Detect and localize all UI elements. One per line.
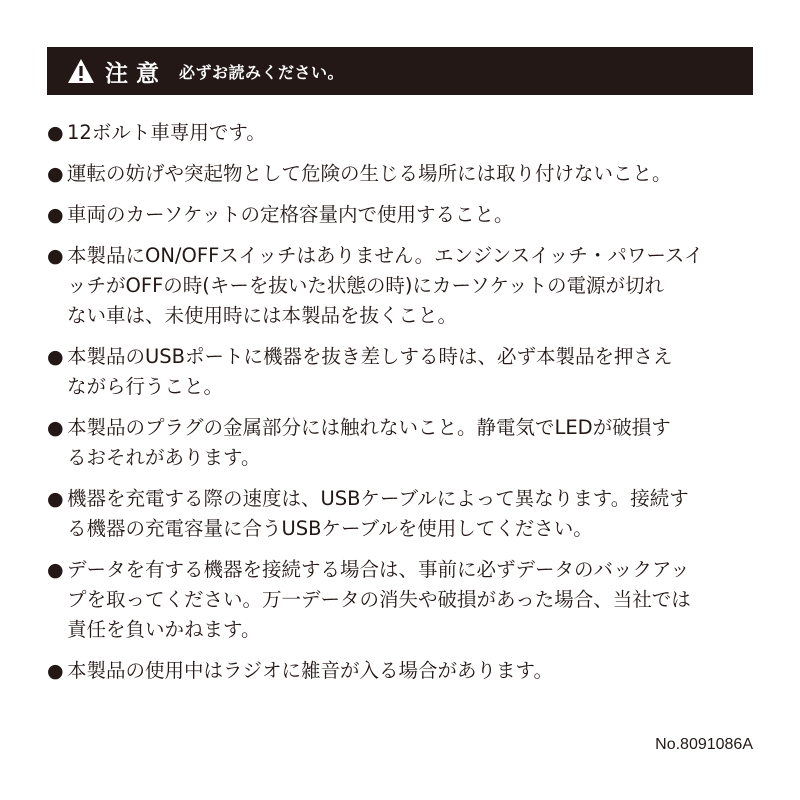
document-number: No.8091086A [655, 736, 753, 753]
note-item [47, 656, 759, 686]
bullet-icon: ● [47, 660, 64, 682]
caution-header-bar [47, 47, 753, 95]
note-text: 本製品の使用中はラジオに雑音が入る場合があります。 [67, 659, 553, 682]
note-item [47, 118, 759, 148]
note-item [47, 342, 759, 402]
bullet-icon: ● [47, 163, 64, 185]
caution-subtitle: 必ずお読みください。 [179, 62, 345, 82]
note-text: 車両のカーソケットの定格容量内で使用すること。 [67, 203, 514, 226]
note-item [47, 159, 759, 189]
caution-title: 注意 [105, 60, 167, 87]
bullet-icon: ● [47, 488, 64, 510]
note-text: データを有する機器を接続する場合は、事前に必ずデータのバックアッ プを取ってください。万一データの消失や破損があった場合、当社では 責任を負いかねます。 [67, 558, 691, 641]
note-text: 本製品のUSBポートに機器を抜き差しする時は、必ず本製品を押さえ ながら行うこと。 [67, 345, 673, 398]
bullet-icon: ● [47, 245, 64, 267]
note-text: 本製品にON/OFFスイッチはありません。エンジンスイッチ・パワースイ ッチがOFFの時(キーを抜いた状態の時)にカーソケットの電源が切れ ない車は、未使用時には本製品を抜くこと。 [67, 244, 704, 327]
caution-notes-list [47, 118, 759, 697]
bullet-icon: ● [47, 559, 64, 581]
bullet-icon: ● [47, 204, 64, 226]
bullet-icon: ● [47, 417, 64, 439]
note-text: 本製品のプラグの金属部分には触れないこと。静電気でLEDが破損す るおそれがあります。 [67, 416, 671, 469]
note-item [47, 413, 759, 473]
note-item [47, 484, 759, 544]
note-text: 運転の妨げや突起物として危険の生じる場所には取り付けないこと。 [67, 162, 672, 185]
note-item [47, 241, 759, 331]
note-text: 12ボルト車専用です。 [67, 121, 266, 144]
note-item [47, 555, 759, 645]
bullet-icon: ● [47, 122, 64, 144]
bullet-icon: ● [47, 346, 64, 368]
note-item [47, 200, 759, 230]
note-text: 機器を充電する際の速度は、USBケーブルによって異なります。接続す る機器の充電容量に合うUSBケーブルを使用してください。 [67, 487, 689, 540]
warning-triangle-icon [67, 58, 95, 84]
